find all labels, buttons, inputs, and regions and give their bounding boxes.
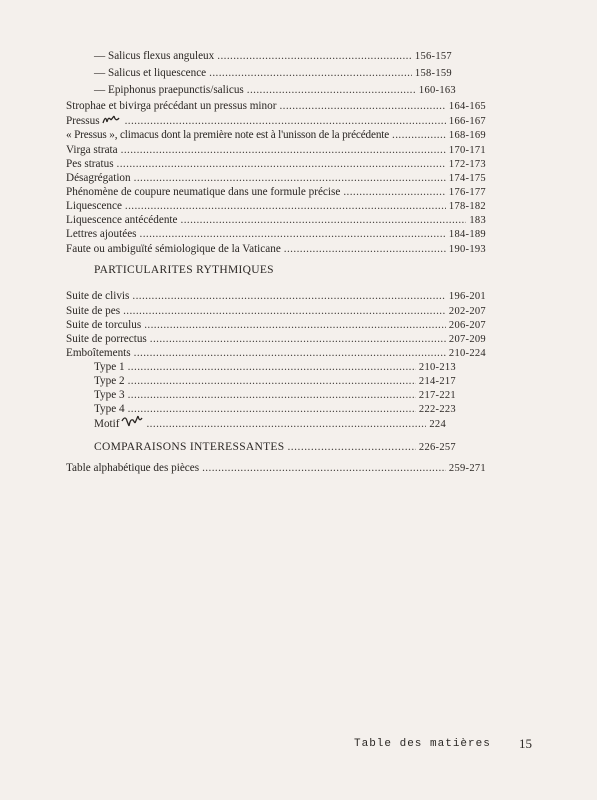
toc-entry (66, 185, 486, 199)
leader-dots (125, 114, 446, 128)
leader-dots (343, 185, 446, 199)
toc-entry-label: Strophae et bivirga précédant un pressus minor (66, 100, 277, 112)
toc-entry-pages: 226-257 (418, 442, 456, 453)
page-number: 15 (519, 736, 532, 751)
toc-entry (66, 143, 486, 157)
toc-entry (94, 374, 456, 388)
toc-entry (94, 402, 456, 416)
toc-entry-pages: 164-165 (448, 101, 486, 112)
leader-dots (134, 171, 446, 185)
toc-entry-label-text: Motif (94, 418, 120, 430)
toc-entry-label: Type 3 (94, 389, 125, 401)
toc-entry (66, 213, 486, 227)
pressus-neume-icon (102, 114, 122, 125)
toc-entry-pages: 224 (429, 419, 446, 430)
toc-entry-label: Suite de torculus (66, 319, 142, 331)
toc-entry-label (94, 415, 143, 431)
toc-entry-pages: 210-224 (448, 348, 486, 359)
toc-entry-label: Lettres ajoutées (66, 228, 137, 240)
toc-entry-label: Désagrégation (66, 172, 131, 184)
leader-dots (128, 402, 416, 416)
toc-entry-pages: 168-169 (448, 130, 486, 141)
leader-dots (140, 227, 446, 241)
toc-entry-pages: 222-223 (418, 404, 456, 415)
toc-entry-label: Suite de pes (66, 305, 121, 317)
toc-entry-pages: 158-159 (414, 68, 452, 79)
toc-entry-pages: 174-175 (448, 173, 486, 184)
toc-entry-label: — Epiphonus praepunctis/salicus (94, 84, 244, 96)
toc-entry-pages: 166-167 (448, 116, 486, 127)
toc-entry (94, 388, 456, 402)
motif-neume-icon (121, 415, 143, 428)
leader-dots (287, 440, 415, 454)
leader-dots (128, 388, 416, 402)
toc-entry-pages: 156-157 (414, 51, 452, 62)
leader-dots (125, 199, 446, 213)
toc-entry-pages: 183 (469, 215, 486, 226)
toc-entry-label: Type 2 (94, 375, 125, 387)
toc-entry-label: Pes stratus (66, 158, 114, 170)
toc-entry (66, 346, 486, 360)
toc-entry-pages: 178-182 (448, 201, 486, 212)
leader-dots (279, 99, 445, 113)
leader-dots (123, 304, 446, 318)
toc-entry (94, 49, 452, 63)
leader-dots (284, 242, 446, 256)
toc-entry-label (66, 114, 122, 128)
toc-entry-pages: 206-207 (448, 320, 486, 331)
toc-entry-pages: 172-173 (448, 159, 486, 170)
toc-entry (66, 332, 486, 346)
leader-dots (134, 346, 446, 360)
toc-entry (94, 360, 456, 374)
toc-entry-label: — Salicus et liquescence (94, 67, 207, 79)
toc-entry-label: Emboîtements (66, 347, 131, 359)
toc-section-entry (94, 440, 456, 454)
toc-entry-label: COMPARAISONS INTERESSANTES (94, 441, 285, 453)
toc-entry-pages: 207-209 (448, 334, 486, 345)
toc-entry-pages: 217-221 (418, 390, 456, 401)
leader-dots (150, 332, 446, 346)
leader-dots (128, 360, 416, 374)
toc-entry (66, 289, 486, 303)
toc-entry (66, 199, 486, 213)
toc-entry-pages: 202-207 (448, 306, 486, 317)
toc-entry (94, 415, 446, 429)
toc-entry (66, 304, 486, 318)
toc-entry-pages: 214-217 (418, 376, 456, 387)
toc-entry-label: Virga strata (66, 144, 118, 156)
toc-entry-pages: 196-201 (448, 291, 486, 302)
toc-entry-label: Type 4 (94, 403, 125, 415)
toc-entry (66, 99, 486, 113)
toc-entry (66, 242, 486, 256)
toc-entry-label: Liquescence (66, 200, 122, 212)
leader-dots (132, 289, 446, 303)
leader-dots (392, 128, 446, 142)
toc-entry (66, 461, 486, 475)
toc-entry-label: « Pressus », climacus dont la première note est à l'unisson de la précédente (66, 129, 390, 141)
leader-dots (128, 374, 416, 388)
toc-entry-pages: 190-193 (448, 244, 486, 255)
toc-entry-pages: 259-271 (448, 463, 486, 474)
toc-entry-label: Phénomène de coupure neumatique dans une formule précise (66, 186, 341, 198)
toc-entry (66, 318, 486, 332)
toc-entry-pages: 184-189 (448, 229, 486, 240)
toc-entry-pages: 176-177 (448, 187, 486, 198)
leader-dots (202, 461, 446, 475)
toc-entry (66, 227, 486, 241)
leader-dots (146, 417, 426, 431)
toc-entry (94, 83, 456, 97)
toc-entry-pages: 210-213 (418, 362, 456, 373)
toc-entry (66, 128, 486, 142)
leader-dots (121, 143, 446, 157)
toc-entry (66, 171, 486, 185)
leader-dots (117, 157, 446, 171)
toc-entry-label: Type 1 (94, 361, 125, 373)
leader-dots (181, 213, 467, 227)
leader-dots (247, 83, 416, 97)
toc-entry-label: Liquescence antécédente (66, 214, 178, 226)
toc-entry-label: — Salicus flexus anguleux (94, 50, 215, 62)
toc-entry-label: Faute ou ambiguïté sémiologique de la Vaticane (66, 243, 281, 255)
toc-entry-pages: 160-163 (418, 85, 456, 96)
toc-entry-label-text: Pressus (66, 115, 100, 127)
toc-entry-pages: 170-171 (448, 145, 486, 156)
footer-title: Table des matières (354, 738, 491, 750)
leader-dots (144, 318, 446, 332)
section-heading: PARTICULARITES RYTHMIQUES (94, 264, 274, 276)
leader-dots (217, 49, 412, 63)
toc-entry (94, 66, 452, 80)
toc-entry (66, 114, 486, 128)
toc-entry-label: Suite de clivis (66, 290, 130, 302)
toc-entry-label: Suite de porrectus (66, 333, 147, 345)
leader-dots (209, 66, 412, 80)
toc-entry-label: Table alphabétique des pièces (66, 462, 200, 474)
toc-entry (66, 157, 486, 171)
